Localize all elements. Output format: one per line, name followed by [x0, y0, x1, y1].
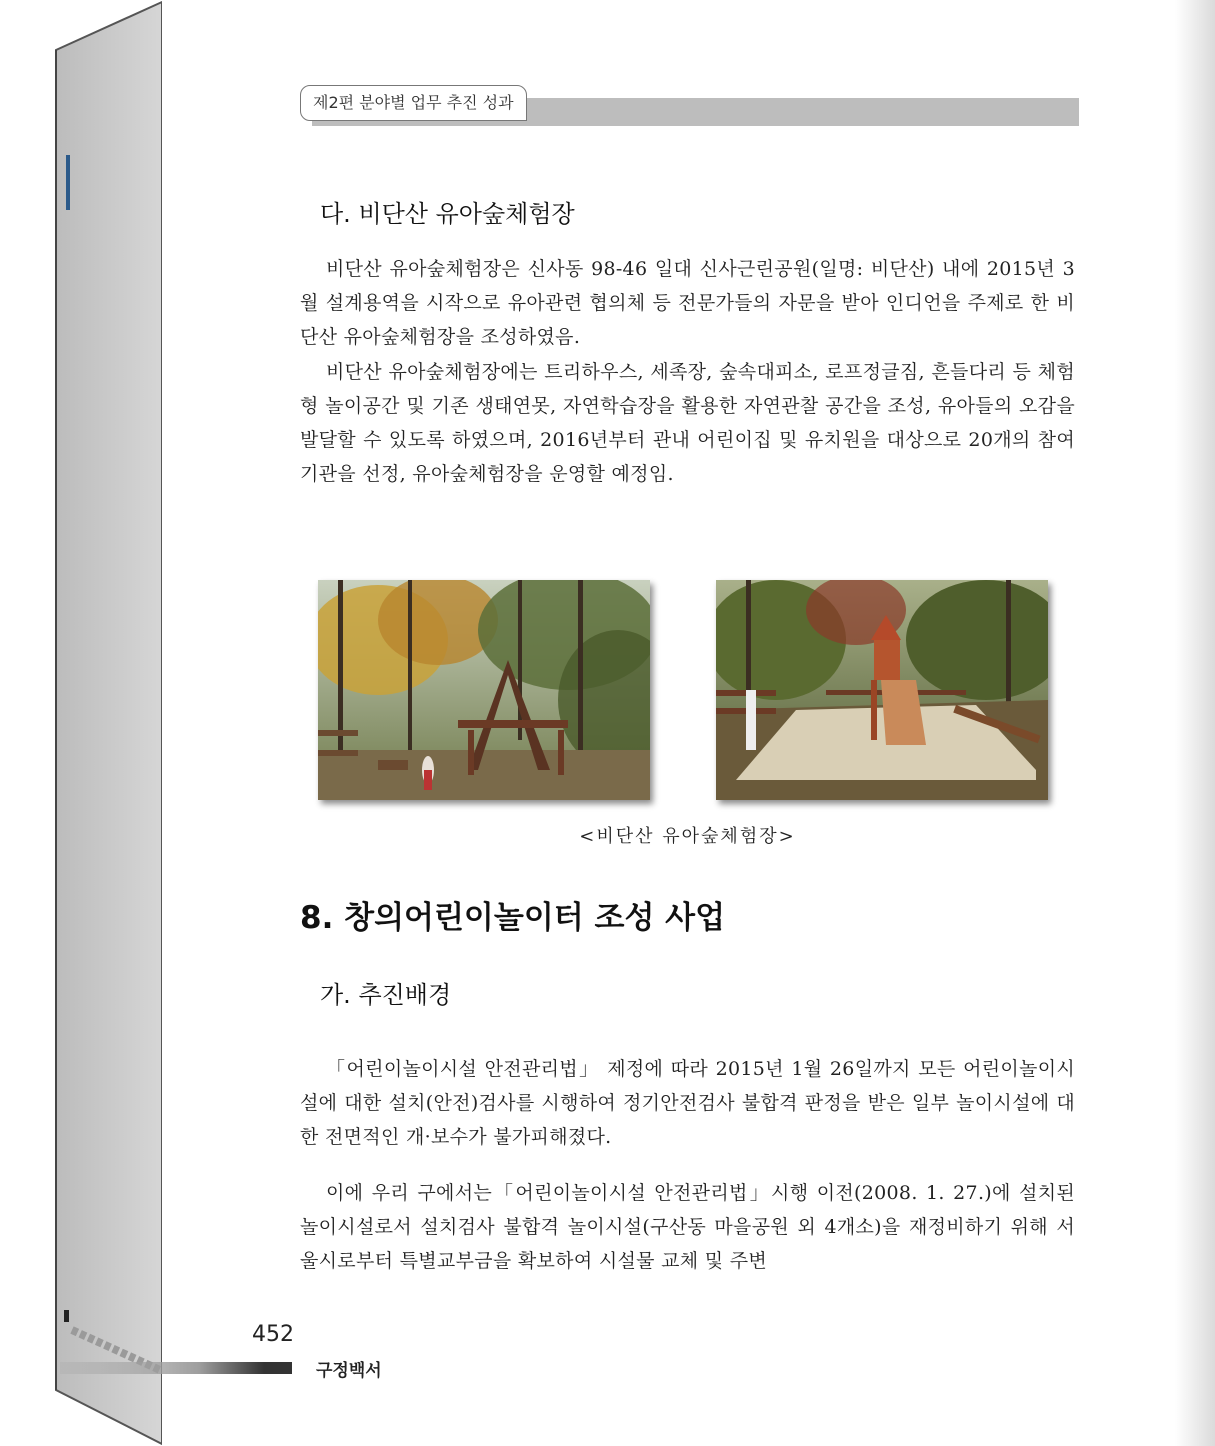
- paragraph-bidansan-1: 비단산 유아숲체험장은 신사동 98-46 일대 신사근린공원(일명: 비단산) 내에 2015년 3월 설계용역을 시작으로 유아관련 협의체 등 전문가들의 자문을 받아 인디언을 주제로 한 비단산 유아숲체험장을 조성하였음.: [300, 258, 1075, 348]
- chapter-tab: 제2편 분야별 업무 추진 성과: [300, 85, 527, 121]
- photo-playground-tower: [716, 580, 1048, 800]
- paragraph-background-2: 이에 우리 구에서는「어린이놀이시설 안전관리법」시행 이전(2008. 1. 27.)에 설치된 놀이시설로서 설치검사 불합격 놀이시설(구산동 마을공원 외 4개소)을 재정비하기 위해 서울시로부터 특별교부금을 확보하여 시설물 교체 및 주변: [300, 1182, 1075, 1272]
- footer-bar: [60, 1362, 292, 1374]
- section-heading-background: 가. 추진배경: [320, 981, 452, 1009]
- book-spine: [0, 0, 170, 1446]
- paragraph-background-1: 「어린이놀이시설 안전관리법」 제정에 따라 2015년 1월 26일까지 모든 어린이놀이시설에 대한 설치(안전)검사를 시행하여 정기안전검사 불합격 판정을 받은 일부 놀이시설에 대한 전면적인 개·보수가 불가피해졌다.: [300, 1058, 1075, 1148]
- photo-forest-teepee: [318, 580, 650, 800]
- book-title: 구정백서: [316, 1361, 382, 1381]
- paragraph-bidansan-2: 비단산 유아숲체험장에는 트리하우스, 세족장, 숲속대피소, 로프정글짐, 흔들다리 등 체험형 놀이공간 및 기존 생태연못, 자연학습장을 활용한 자연관찰 공간을 조성, 유아들의 오감을 발달할 수 있도록 하였으며, 2016년부터 관내 어린이집 및 유치원을 대상으로 20개의 참여기관을 선정, 유아숲체험장을 운영할 예정임.: [300, 361, 1075, 485]
- page-edge-shadow: [1175, 0, 1215, 1446]
- page-number: 452: [252, 1322, 294, 1347]
- chapter-title: 8. 창의어린이놀이터 조성 사업: [300, 900, 726, 936]
- photo-caption: <비단산 유아숲체험장>: [579, 826, 796, 847]
- section-heading-bidansan: 다. 비단산 유아숲체험장: [320, 200, 575, 228]
